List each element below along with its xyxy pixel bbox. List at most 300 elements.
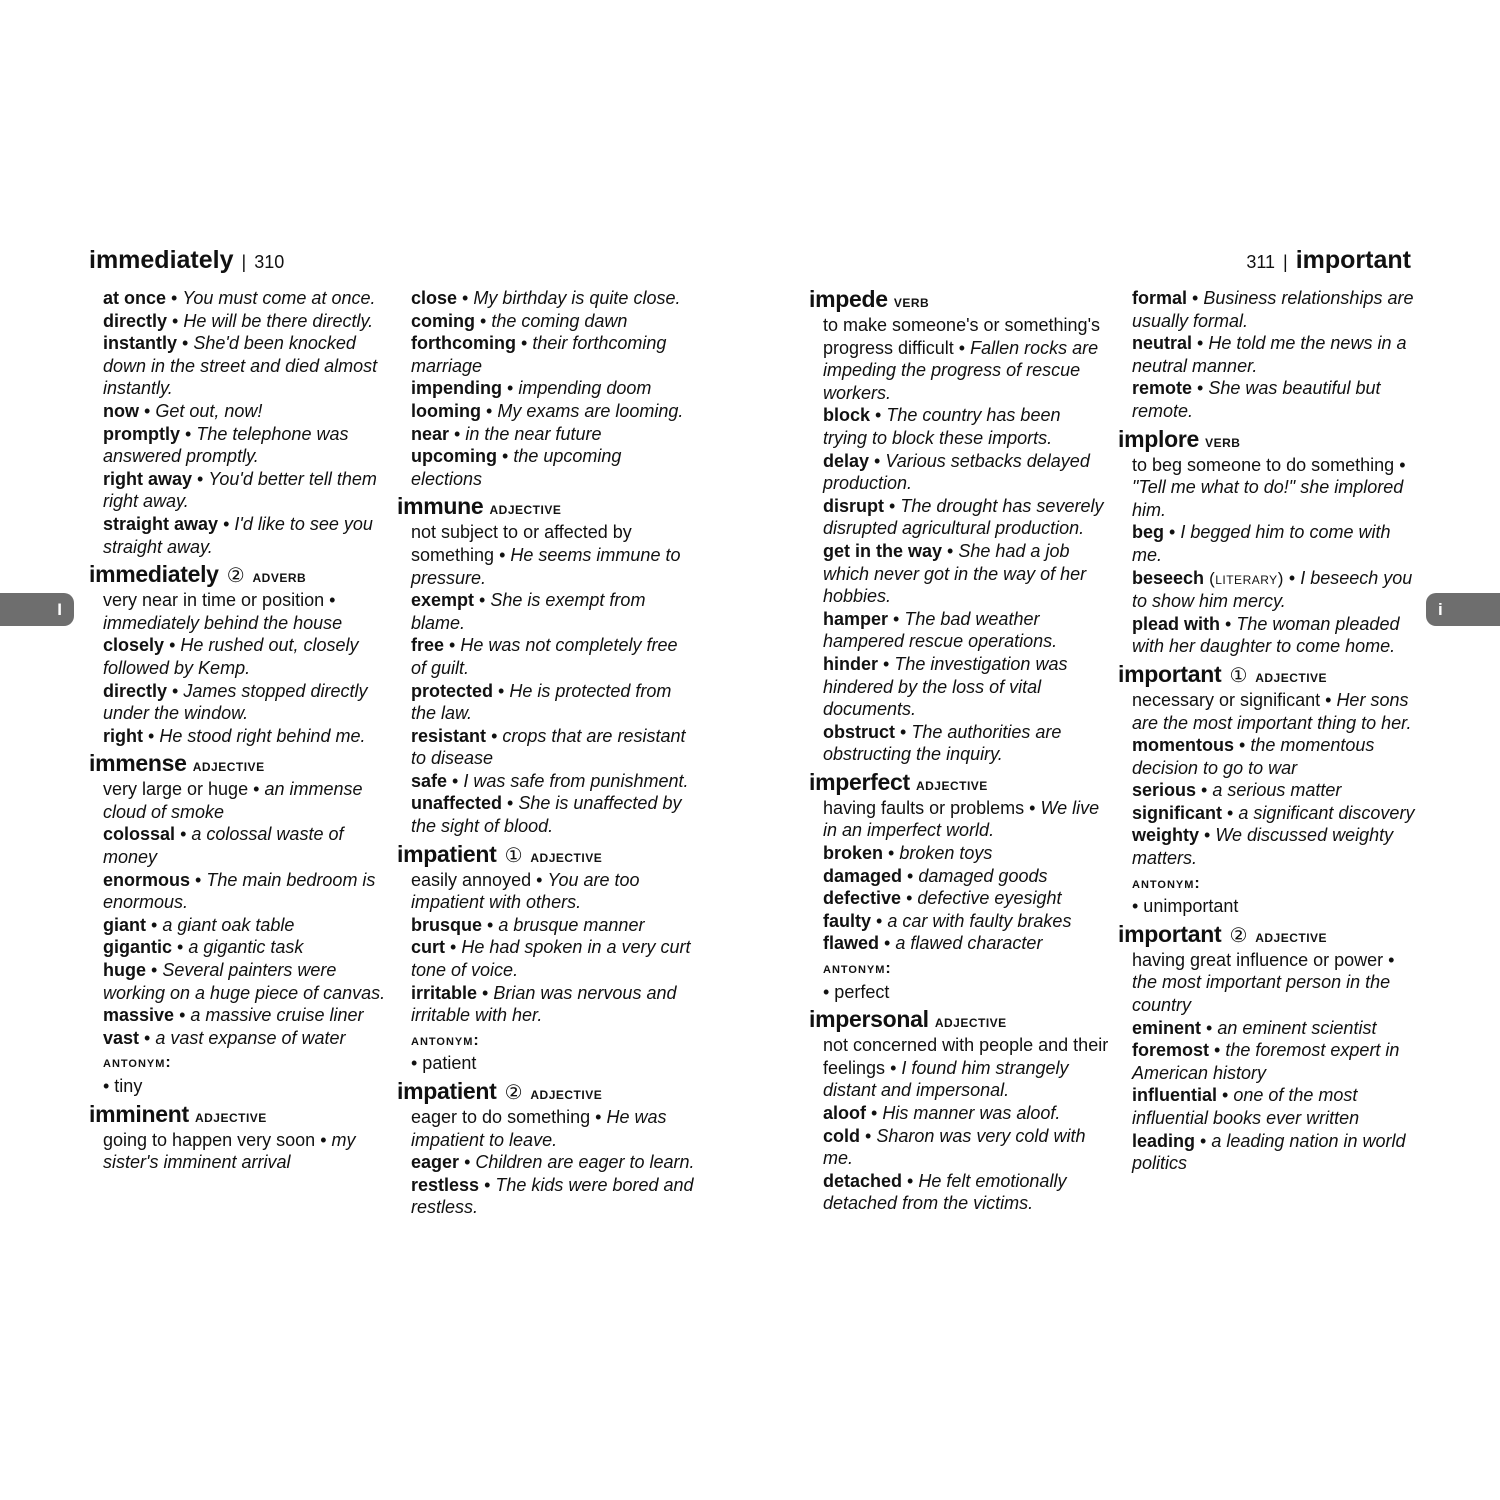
synonym-entry bbox=[1132, 332, 1418, 377]
example-sentence: I beseech you to show him mercy. bbox=[1132, 567, 1413, 612]
example-sentence: my sister's imminent arrival bbox=[103, 1129, 356, 1173]
synonym-entry bbox=[823, 653, 1109, 721]
synonym-entry bbox=[823, 1125, 1109, 1170]
example-sentence: defective eyesight bbox=[917, 888, 1062, 909]
headword: immune bbox=[397, 493, 484, 520]
bullet-separator: • bbox=[1204, 825, 1211, 846]
example-sentence: crops that are resistant to disease bbox=[411, 725, 686, 769]
part-of-speech: adjective bbox=[489, 499, 562, 519]
page-number: 310 bbox=[254, 252, 285, 272]
page-header-right bbox=[1246, 246, 1411, 275]
synonym: enormous bbox=[103, 869, 191, 890]
part-of-speech: verb bbox=[893, 292, 930, 311]
bullet-separator: • bbox=[947, 540, 954, 561]
part-of-speech: adjective bbox=[530, 1084, 603, 1103]
definition-text: having faults or problems bbox=[823, 797, 1025, 818]
synonym-entry bbox=[103, 680, 389, 725]
bullet-separator: • bbox=[958, 337, 966, 358]
synonym-entry bbox=[103, 468, 389, 513]
part-of-speech: adjective bbox=[1255, 926, 1328, 946]
example-sentence: The bad weather hampered rescue operations. bbox=[823, 608, 1058, 652]
synonym-entry bbox=[411, 982, 697, 1027]
example-sentence: You must come at once. bbox=[182, 288, 376, 308]
definition-text: to make someone's or something's progress difficult bbox=[823, 315, 1101, 358]
example-sentence: The woman pleaded with her daughter to come home. bbox=[1132, 613, 1400, 657]
sense-number: ① bbox=[1229, 664, 1248, 687]
bullet-separator: • bbox=[169, 635, 176, 656]
bullet-separator: • bbox=[1206, 1017, 1213, 1038]
synonym: at once bbox=[103, 288, 167, 308]
example-sentence: Children are eager to learn. bbox=[475, 1152, 695, 1173]
synonym: restless bbox=[411, 1174, 480, 1195]
part-of-speech: adjective bbox=[915, 774, 988, 794]
bullet-separator: • bbox=[144, 400, 151, 421]
example-sentence: He was impatient to leave. bbox=[411, 1107, 667, 1150]
bullet-separator: • bbox=[151, 914, 158, 935]
synonym-entry bbox=[823, 540, 1109, 608]
synonym-entry bbox=[1132, 521, 1418, 566]
synonym: gigantic bbox=[103, 937, 173, 958]
definition-text: going to happen very soon bbox=[103, 1129, 316, 1150]
definition-text: not subject to or affected by something bbox=[411, 522, 632, 565]
bullet-separator: • bbox=[1169, 522, 1176, 543]
example-sentence: Brian was nervous and irritable with her. bbox=[411, 982, 677, 1026]
example-sentence: I'd like to see you straight away. bbox=[103, 513, 373, 557]
synonym-entry bbox=[823, 910, 1109, 933]
example-sentence: He had spoken in a very curt tone of voice. bbox=[411, 937, 691, 981]
part-of-speech: adjective bbox=[1255, 666, 1328, 686]
example-sentence: The main bedroom is enormous. bbox=[103, 869, 376, 913]
synonym-entry bbox=[103, 1004, 389, 1027]
synonym-entry bbox=[411, 589, 697, 634]
synonym: right bbox=[103, 725, 143, 746]
example-sentence: He rushed out, closely followed by Kemp. bbox=[103, 635, 359, 678]
synonym: protected bbox=[411, 680, 494, 701]
bullet-separator: • bbox=[482, 982, 489, 1003]
synonym-entry bbox=[1132, 1017, 1418, 1040]
column-3 bbox=[809, 287, 1109, 1215]
example-sentence: Various setbacks delayed production. bbox=[823, 450, 1090, 494]
definition bbox=[1132, 454, 1418, 522]
page-header-left bbox=[89, 246, 284, 275]
bullet-separator: • bbox=[906, 888, 913, 909]
bullet-separator: • bbox=[1399, 454, 1406, 475]
synonym: influential bbox=[1132, 1085, 1217, 1106]
headword-entry bbox=[809, 287, 1109, 314]
synonym: brusque bbox=[411, 914, 483, 935]
synonym: huge bbox=[103, 960, 146, 981]
example-sentence: The kids were bored and restless. bbox=[411, 1174, 694, 1218]
definition bbox=[823, 1034, 1109, 1102]
bullet-separator: • bbox=[182, 333, 189, 354]
synonym: vast bbox=[103, 1027, 140, 1048]
bullet-separator: • bbox=[320, 1129, 327, 1150]
synonym: serious bbox=[1132, 780, 1197, 801]
synonym-entry bbox=[103, 513, 389, 558]
definition-text: • patient bbox=[411, 1053, 477, 1074]
example-sentence: an eminent scientist bbox=[1217, 1017, 1377, 1038]
synonym-entry bbox=[823, 495, 1109, 540]
headword: important bbox=[1118, 660, 1222, 687]
synonym: faulty bbox=[823, 910, 872, 931]
example-sentence: a colossal waste of money bbox=[103, 824, 344, 868]
bullet-separator: • bbox=[865, 1125, 872, 1146]
synonym-entry bbox=[1132, 613, 1418, 658]
example-sentence: He will be there directly. bbox=[183, 310, 374, 331]
bullet-separator: • bbox=[1029, 797, 1036, 818]
definition bbox=[103, 589, 389, 634]
headword: immediately bbox=[89, 561, 219, 588]
bullet-separator: • bbox=[1288, 567, 1296, 588]
headword: impede bbox=[809, 286, 888, 312]
synonym: significant bbox=[1132, 802, 1223, 823]
synonym-entry bbox=[103, 287, 389, 310]
synonym: coming bbox=[411, 310, 476, 331]
bullet-separator: • bbox=[1200, 1130, 1207, 1151]
tab-letter: i bbox=[1438, 600, 1443, 619]
synonym-entry bbox=[103, 936, 389, 959]
bullet-separator: • bbox=[1192, 288, 1199, 308]
example-sentence: He seems immune to pressure. bbox=[411, 544, 681, 588]
synonym: directly bbox=[103, 680, 168, 701]
column-2 bbox=[397, 287, 697, 1219]
definition bbox=[823, 981, 1109, 1004]
synonym: colossal bbox=[103, 824, 176, 845]
example-sentence: You are too impatient with others. bbox=[411, 869, 640, 913]
synonym-entry bbox=[823, 932, 1109, 955]
headword-entry bbox=[809, 770, 1109, 797]
synonym: irritable bbox=[411, 982, 478, 1003]
definition bbox=[103, 1075, 389, 1098]
example-sentence: I begged him to come with me. bbox=[1132, 522, 1391, 565]
example-sentence: You'd better tell them right away. bbox=[103, 468, 377, 512]
synonym-entry bbox=[103, 1027, 389, 1050]
example-sentence: Get out, now! bbox=[155, 400, 263, 421]
definition bbox=[411, 521, 697, 589]
example-sentence: We discussed weighty matters. bbox=[1132, 825, 1394, 869]
bullet-separator: • bbox=[487, 914, 494, 935]
synonym: obstruct bbox=[823, 721, 895, 742]
bullet-separator: • bbox=[253, 779, 260, 800]
example-sentence: I found him strangely distant and impersonal. bbox=[823, 1057, 1069, 1101]
example-sentence: My exams are looming. bbox=[497, 400, 684, 421]
bullet-separator: • bbox=[486, 400, 493, 421]
example-sentence: the momentous decision to go to war bbox=[1132, 735, 1375, 778]
part-of-speech: adjective bbox=[530, 846, 603, 866]
synonym: foremost bbox=[1132, 1040, 1210, 1061]
definition-text: having great influence or power bbox=[1132, 949, 1384, 970]
example-sentence: She was beautiful but remote. bbox=[1132, 378, 1381, 421]
synonym: massive bbox=[103, 1005, 175, 1026]
header-guide-word: immediately bbox=[89, 246, 234, 274]
bullet-separator: • bbox=[889, 495, 896, 516]
headword-entry bbox=[1118, 427, 1418, 454]
bullet-separator: • bbox=[890, 1057, 897, 1078]
definition bbox=[1132, 949, 1418, 1017]
example-sentence: Business relationships are usually formal. bbox=[1132, 288, 1414, 331]
page-number: 311 bbox=[1246, 252, 1276, 272]
example-sentence: a gigantic task bbox=[188, 937, 304, 958]
bullet-separator: • bbox=[536, 869, 543, 890]
synonym-entry bbox=[411, 287, 697, 310]
synonym: right away bbox=[103, 468, 193, 489]
bullet-separator: • bbox=[151, 960, 158, 981]
synonym: upcoming bbox=[411, 446, 497, 467]
synonym: exempt bbox=[411, 590, 475, 611]
example-sentence: My birthday is quite close. bbox=[473, 288, 681, 308]
bullet-separator: • bbox=[1227, 802, 1234, 823]
antonym-label: antonym: bbox=[1132, 874, 1201, 892]
bullet-separator: • bbox=[498, 680, 505, 701]
synonym-entry bbox=[411, 634, 697, 679]
synonym-entry bbox=[823, 1102, 1109, 1125]
synonym-entry bbox=[823, 1170, 1109, 1215]
part-of-speech: adjective bbox=[192, 756, 265, 776]
example-sentence: He is protected from the law. bbox=[411, 680, 672, 724]
example-sentence: the most important person in the country bbox=[1132, 972, 1391, 1016]
synonym: beg bbox=[1132, 522, 1165, 543]
synonym-entry bbox=[103, 310, 389, 333]
synonym-entry bbox=[823, 887, 1109, 910]
headword: important bbox=[1118, 920, 1222, 947]
synonym-entry bbox=[411, 1174, 697, 1219]
part-of-speech: adverb bbox=[252, 567, 307, 587]
synonym-entry bbox=[411, 445, 697, 490]
bullet-separator: • bbox=[197, 468, 204, 489]
headword: imminent bbox=[89, 1100, 189, 1127]
bullet-separator: • bbox=[454, 423, 461, 444]
synonym-entry bbox=[411, 936, 697, 981]
synonym-entry bbox=[411, 332, 697, 377]
part-of-speech: adjective bbox=[934, 1012, 1007, 1032]
definition bbox=[411, 1106, 697, 1151]
synonym: leading bbox=[1132, 1130, 1196, 1151]
example-sentence: immediately behind the house bbox=[103, 612, 343, 633]
example-sentence: a brusque manner bbox=[498, 914, 645, 935]
synonym-entry bbox=[823, 865, 1109, 888]
bullet-separator: • bbox=[521, 333, 528, 354]
definition-text: very large or huge bbox=[103, 779, 249, 800]
bullet-separator: • bbox=[900, 721, 907, 742]
headword-entry bbox=[397, 494, 697, 521]
example-sentence: She'd been knocked down in the street and died almost instantly. bbox=[103, 333, 378, 399]
example-sentence: the coming dawn bbox=[491, 310, 628, 331]
example-sentence: an immense cloud of smoke bbox=[103, 779, 363, 822]
definition-text: • perfect bbox=[823, 981, 890, 1002]
example-sentence: a giant oak table bbox=[162, 914, 295, 935]
synonym: flawed bbox=[823, 933, 880, 954]
bullet-separator: • bbox=[223, 513, 230, 534]
example-sentence: damaged goods bbox=[918, 865, 1048, 886]
bullet-separator: • bbox=[185, 423, 192, 444]
synonym: now bbox=[103, 400, 139, 421]
bullet-separator: • bbox=[462, 288, 469, 308]
synonym-entry bbox=[103, 959, 389, 1004]
definition-text: • unimportant bbox=[1132, 896, 1239, 917]
headword-entry bbox=[89, 562, 389, 589]
synonym: delay bbox=[823, 450, 870, 471]
synonym-entry bbox=[1132, 1084, 1418, 1129]
definition bbox=[103, 778, 389, 823]
synonym-entry bbox=[411, 423, 697, 446]
usage-label: (literary) bbox=[1209, 568, 1284, 588]
synonym: block bbox=[823, 405, 871, 426]
example-sentence: She is exempt from blame. bbox=[411, 590, 646, 633]
bullet-separator: • bbox=[507, 378, 514, 399]
synonym-entry bbox=[103, 400, 389, 423]
definition-text: • tiny bbox=[103, 1076, 143, 1096]
synonym-entry bbox=[1132, 377, 1418, 422]
synonym-entry bbox=[1132, 734, 1418, 779]
tab-letter: I bbox=[57, 600, 62, 619]
definition bbox=[411, 1052, 697, 1075]
example-sentence: a vast expanse of water bbox=[155, 1027, 346, 1048]
synonym: forthcoming bbox=[411, 333, 516, 354]
synonym-entry bbox=[103, 869, 389, 914]
headword: impersonal bbox=[809, 1006, 929, 1033]
thumb-index-tab-right bbox=[1426, 593, 1500, 626]
synonym: disrupt bbox=[823, 495, 884, 516]
bullet-separator: • bbox=[171, 288, 178, 308]
example-sentence: Fallen rocks are impeding the progress of rescue workers. bbox=[823, 337, 1099, 403]
antonym-label: antonym: bbox=[823, 960, 892, 978]
synonym: broken bbox=[823, 843, 884, 864]
synonym-entry bbox=[1132, 287, 1418, 332]
bullet-separator: • bbox=[480, 310, 487, 331]
synonym: giant bbox=[103, 914, 146, 935]
definition-text: to beg someone to do something bbox=[1132, 454, 1395, 475]
synonym: beseech bbox=[1132, 567, 1205, 588]
synonym-entry bbox=[103, 914, 389, 937]
sense-number: ② bbox=[504, 1082, 523, 1104]
synonym: neutral bbox=[1132, 333, 1193, 354]
example-sentence: James stopped directly under the window. bbox=[103, 680, 368, 724]
bullet-separator: • bbox=[907, 1170, 914, 1191]
synonym: hinder bbox=[823, 653, 879, 674]
example-sentence: He was not completely free of guilt. bbox=[411, 635, 678, 678]
synonym-entry bbox=[823, 404, 1109, 449]
bullet-separator: • bbox=[148, 725, 155, 746]
example-sentence: the foremost expert in American history bbox=[1132, 1040, 1400, 1083]
column-4 bbox=[1118, 287, 1418, 1175]
bullet-separator: • bbox=[449, 635, 456, 656]
sense-number: ② bbox=[226, 565, 245, 588]
synonym-entry bbox=[411, 310, 697, 333]
example-sentence: one of the most influential books ever written bbox=[1132, 1085, 1360, 1128]
header-divider: | bbox=[1283, 252, 1288, 272]
synonym-entry bbox=[1132, 1130, 1418, 1175]
bullet-separator: • bbox=[172, 680, 179, 701]
bullet-separator: • bbox=[883, 653, 890, 674]
bullet-separator: • bbox=[1225, 613, 1232, 634]
bullet-separator: • bbox=[1197, 333, 1204, 354]
column-1 bbox=[89, 287, 389, 1174]
example-sentence: Her sons are the most important thing to her. bbox=[1132, 689, 1412, 733]
definition bbox=[1132, 689, 1418, 734]
synonym: damaged bbox=[823, 865, 903, 886]
bullet-separator: • bbox=[871, 1103, 878, 1123]
bullet-separator: • bbox=[464, 1152, 471, 1173]
headword: imperfect bbox=[809, 768, 910, 795]
bullet-separator: • bbox=[1197, 378, 1204, 399]
example-sentence: The investigation was hindered by the loss of vital documents. bbox=[823, 653, 1068, 720]
synonym-entry bbox=[411, 680, 697, 725]
bullet-separator: • bbox=[507, 793, 514, 814]
synonym: directly bbox=[103, 310, 168, 331]
bullet-separator: • bbox=[1214, 1040, 1221, 1061]
synonym-entry bbox=[103, 634, 389, 679]
headword-entry bbox=[397, 1079, 697, 1106]
definition bbox=[1132, 895, 1418, 918]
headword: implore bbox=[1118, 425, 1199, 452]
example-sentence: a leading nation in world politics bbox=[1132, 1130, 1406, 1174]
synonym-entry bbox=[1132, 567, 1418, 613]
definition-text: very near in time or position bbox=[103, 590, 325, 611]
headword-entry bbox=[397, 842, 697, 869]
synonym-entry bbox=[1132, 824, 1418, 869]
bullet-separator: • bbox=[874, 450, 881, 471]
header-divider: | bbox=[241, 252, 247, 272]
example-sentence: a significant discovery bbox=[1238, 802, 1415, 823]
bullet-separator: • bbox=[907, 865, 914, 886]
example-sentence: The country has been trying to block these imports. bbox=[823, 405, 1061, 448]
bullet-separator: • bbox=[195, 869, 202, 890]
bullet-separator: • bbox=[1201, 780, 1208, 801]
bullet-separator: • bbox=[177, 937, 184, 958]
synonym: remote bbox=[1132, 378, 1193, 399]
bullet-separator: • bbox=[329, 590, 336, 611]
bullet-separator: • bbox=[595, 1107, 602, 1127]
bullet-separator: • bbox=[452, 770, 459, 791]
example-sentence: a flawed character bbox=[895, 933, 1043, 954]
headword: impatient bbox=[397, 1078, 497, 1104]
synonym-entry bbox=[103, 332, 389, 400]
thumb-index-tab-left bbox=[0, 593, 74, 626]
example-sentence: impending doom bbox=[518, 378, 652, 399]
example-sentence: She is unaffected by the sight of blood. bbox=[411, 793, 682, 837]
synonym: cold bbox=[823, 1125, 861, 1146]
bullet-separator: • bbox=[1222, 1085, 1229, 1106]
synonym: closely bbox=[103, 635, 165, 656]
synonym: close bbox=[411, 288, 458, 308]
bullet-separator: • bbox=[1325, 689, 1332, 710]
bullet-separator: • bbox=[491, 725, 498, 746]
synonym: plead with bbox=[1132, 613, 1221, 634]
synonym-entry bbox=[103, 725, 389, 748]
example-sentence: The authorities are obstructing the inquiry. bbox=[823, 721, 1062, 765]
bullet-separator: • bbox=[179, 1005, 186, 1026]
bullet-separator: • bbox=[502, 446, 509, 467]
example-sentence: a car with faulty brakes bbox=[887, 910, 1072, 931]
header-guide-word: important bbox=[1295, 246, 1411, 274]
example-sentence: I was safe from punishment. bbox=[463, 770, 689, 791]
bullet-separator: • bbox=[144, 1027, 151, 1048]
synonym-entry bbox=[1132, 802, 1418, 825]
synonym: curt bbox=[411, 937, 446, 958]
definition-text: easily annoyed bbox=[411, 869, 532, 890]
synonym-entry bbox=[411, 914, 697, 937]
synonym: detached bbox=[823, 1170, 903, 1191]
synonym-entry bbox=[411, 1151, 697, 1174]
bullet-separator: • bbox=[172, 310, 179, 331]
bullet-separator: • bbox=[893, 608, 900, 629]
example-sentence: the upcoming elections bbox=[411, 446, 622, 489]
synonym: straight away bbox=[103, 513, 219, 534]
bullet-separator: • bbox=[499, 544, 506, 565]
headword-entry bbox=[1118, 922, 1418, 949]
synonym-entry bbox=[823, 608, 1109, 653]
antonym-label: antonym: bbox=[411, 1031, 480, 1049]
